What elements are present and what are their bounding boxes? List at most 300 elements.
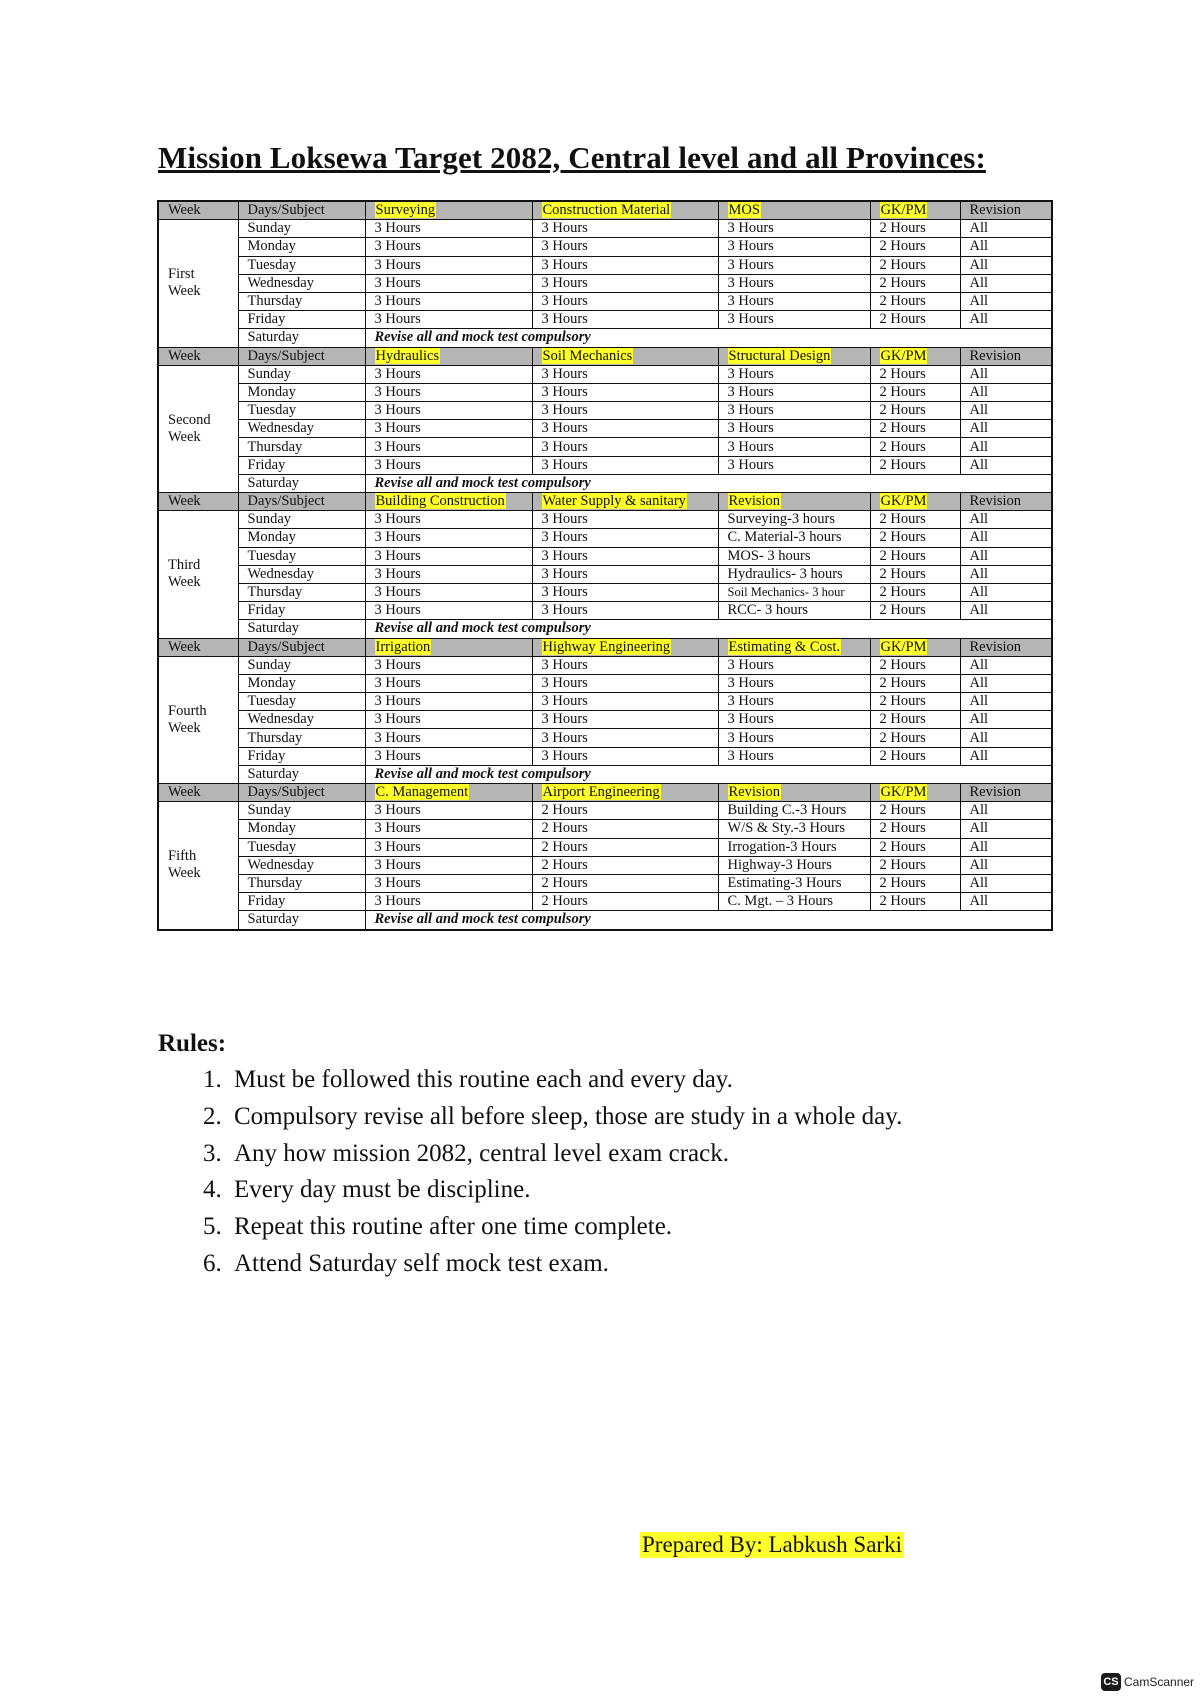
day-cell: Saturday xyxy=(238,474,365,492)
header-cell: Week xyxy=(158,493,238,511)
day-row xyxy=(158,711,1052,729)
hours-cell: Hydraulics- 3 hours xyxy=(718,565,870,583)
hours-cell: 2 Hours xyxy=(532,838,718,856)
day-row xyxy=(158,365,1052,383)
day-cell: Thursday xyxy=(238,729,365,747)
hours-cell: 2 Hours xyxy=(870,238,960,256)
day-row xyxy=(158,238,1052,256)
day-cell: Tuesday xyxy=(238,256,365,274)
day-row xyxy=(158,674,1052,692)
hours-cell: 3 Hours xyxy=(532,529,718,547)
hours-cell: All xyxy=(960,711,1052,729)
rules-title: Rules: xyxy=(158,1030,227,1057)
week-header-row xyxy=(158,638,1052,656)
hours-cell: 3 Hours xyxy=(532,547,718,565)
hours-cell: All xyxy=(960,311,1052,329)
header-cell xyxy=(532,347,718,365)
hours-cell: 2 Hours xyxy=(870,656,960,674)
day-row xyxy=(158,220,1052,238)
camscanner-label: CamScanner xyxy=(1124,1675,1195,1689)
day-row xyxy=(158,292,1052,310)
hours-cell: 3 Hours xyxy=(532,274,718,292)
header-cell: Days/Subject xyxy=(238,493,365,511)
day-row xyxy=(158,747,1052,765)
hours-cell: 3 Hours xyxy=(365,238,532,256)
week-word: Week xyxy=(168,428,201,445)
header-cell xyxy=(532,638,718,656)
hours-cell: Highway-3 Hours xyxy=(718,856,870,874)
day-row xyxy=(158,565,1052,583)
hours-cell: 3 Hours xyxy=(365,565,532,583)
hours-cell: 3 Hours xyxy=(365,456,532,474)
subject-heading: Revision xyxy=(728,784,781,801)
hours-cell: 3 Hours xyxy=(532,220,718,238)
header-cell xyxy=(532,493,718,511)
hours-cell: All xyxy=(960,856,1052,874)
header-cell xyxy=(365,347,532,365)
header-cell: Week xyxy=(158,638,238,656)
hours-cell: 2 Hours xyxy=(870,729,960,747)
hours-cell: 3 Hours xyxy=(718,420,870,438)
day-cell: Sunday xyxy=(238,802,365,820)
hours-cell: 3 Hours xyxy=(532,438,718,456)
prepared-by-label: Prepared By: Labkush Sarki xyxy=(642,1532,902,1557)
hours-cell: All xyxy=(960,256,1052,274)
header-cell xyxy=(365,638,532,656)
day-row xyxy=(158,656,1052,674)
schedule-body xyxy=(158,201,1052,930)
day-cell: Tuesday xyxy=(238,838,365,856)
hours-cell: 2 Hours xyxy=(870,402,960,420)
header-cell: Week xyxy=(158,784,238,802)
subject-heading: GK/PM xyxy=(880,784,927,801)
day-row xyxy=(158,838,1052,856)
rule-item: 5. Repeat this routine after one time complete. xyxy=(228,1209,1128,1246)
header-cell xyxy=(870,638,960,656)
week-word: Week xyxy=(168,574,201,591)
week-word: Week xyxy=(168,865,201,882)
header-cell xyxy=(532,201,718,220)
week-header-row xyxy=(158,201,1052,220)
hours-cell: 3 Hours xyxy=(718,292,870,310)
header-cell xyxy=(870,493,960,511)
day-cell: Friday xyxy=(238,747,365,765)
hours-cell: 3 Hours xyxy=(532,565,718,583)
header-cell xyxy=(718,347,870,365)
day-row xyxy=(158,402,1052,420)
day-row xyxy=(158,511,1052,529)
hours-cell: Soil Mechanics- 3 hour xyxy=(718,583,870,601)
hours-cell: 2 Hours xyxy=(870,693,960,711)
hours-cell: All xyxy=(960,656,1052,674)
hours-cell: 3 Hours xyxy=(718,456,870,474)
hours-cell: All xyxy=(960,602,1052,620)
hours-cell: 2 Hours xyxy=(532,893,718,911)
day-cell: Wednesday xyxy=(238,711,365,729)
hours-cell: 2 Hours xyxy=(532,820,718,838)
hours-cell: 2 Hours xyxy=(870,747,960,765)
hours-cell: 2 Hours xyxy=(870,893,960,911)
hours-cell: 3 Hours xyxy=(718,656,870,674)
subject-heading: MOS xyxy=(728,202,760,219)
hours-cell: 3 Hours xyxy=(365,220,532,238)
rules-list xyxy=(180,1062,1128,1283)
hours-cell: 3 Hours xyxy=(718,383,870,401)
hours-cell: 3 Hours xyxy=(532,238,718,256)
saturday-note: Revise all and mock test compulsory xyxy=(365,620,1052,638)
day-row xyxy=(158,529,1052,547)
hours-cell: C. Mgt. – 3 Hours xyxy=(718,893,870,911)
hours-cell: 3 Hours xyxy=(365,311,532,329)
week-ordinal: Second xyxy=(168,411,211,428)
week-header-row xyxy=(158,347,1052,365)
header-cell xyxy=(870,201,960,220)
hours-cell: W/S & Sty.-3 Hours xyxy=(718,820,870,838)
hours-cell: 3 Hours xyxy=(365,383,532,401)
hours-cell: 3 Hours xyxy=(365,274,532,292)
hours-cell: 2 Hours xyxy=(870,292,960,310)
hours-cell: All xyxy=(960,292,1052,310)
hours-cell: 3 Hours xyxy=(718,365,870,383)
subject-heading: Soil Mechanics xyxy=(542,347,633,364)
hours-cell: 3 Hours xyxy=(365,711,532,729)
week-header-row xyxy=(158,493,1052,511)
rule-item: 4. Every day must be discipline. xyxy=(228,1172,1128,1209)
header-cell: Revision xyxy=(960,784,1052,802)
hours-cell: 3 Hours xyxy=(365,838,532,856)
hours-cell: 3 Hours xyxy=(532,511,718,529)
hours-cell: 3 Hours xyxy=(718,711,870,729)
week-word: Week xyxy=(168,283,201,300)
subject-heading: Hydraulics xyxy=(375,347,440,364)
hours-cell: 3 Hours xyxy=(532,747,718,765)
hours-cell: 3 Hours xyxy=(365,802,532,820)
day-cell: Friday xyxy=(238,311,365,329)
hours-cell: 3 Hours xyxy=(532,365,718,383)
hours-cell: 3 Hours xyxy=(365,256,532,274)
day-cell: Sunday xyxy=(238,220,365,238)
saturday-note: Revise all and mock test compulsory xyxy=(365,765,1052,783)
hours-cell: 2 Hours xyxy=(870,529,960,547)
day-row xyxy=(158,602,1052,620)
header-cell xyxy=(365,493,532,511)
week-label xyxy=(158,365,238,492)
day-cell: Wednesday xyxy=(238,565,365,583)
rule-item: 3. Any how mission 2082, central level exam crack. xyxy=(228,1136,1128,1173)
hours-cell: 3 Hours xyxy=(365,874,532,892)
header-cell xyxy=(870,784,960,802)
hours-cell: 3 Hours xyxy=(365,511,532,529)
day-cell: Monday xyxy=(238,238,365,256)
day-row xyxy=(158,583,1052,601)
hours-cell: 2 Hours xyxy=(870,711,960,729)
day-cell: Friday xyxy=(238,602,365,620)
hours-cell: 3 Hours xyxy=(718,438,870,456)
day-row xyxy=(158,420,1052,438)
hours-cell: 3 Hours xyxy=(365,893,532,911)
hours-cell: 3 Hours xyxy=(718,693,870,711)
hours-cell: 2 Hours xyxy=(870,456,960,474)
hours-cell: All xyxy=(960,438,1052,456)
hours-cell: 3 Hours xyxy=(365,674,532,692)
subject-heading: Irrigation xyxy=(375,638,431,655)
hours-cell: 2 Hours xyxy=(870,802,960,820)
day-row xyxy=(158,856,1052,874)
subject-heading: Estimating & Cost. xyxy=(728,638,841,655)
hours-cell: 3 Hours xyxy=(365,365,532,383)
week-label xyxy=(158,220,238,347)
header-cell: Revision xyxy=(960,638,1052,656)
day-row xyxy=(158,438,1052,456)
header-cell: Week xyxy=(158,201,238,220)
day-row xyxy=(158,693,1052,711)
header-cell: Days/Subject xyxy=(238,638,365,656)
camscanner-watermark xyxy=(1101,1672,1194,1692)
day-cell: Sunday xyxy=(238,511,365,529)
hours-cell: 2 Hours xyxy=(870,674,960,692)
day-cell: Saturday xyxy=(238,911,365,930)
hours-cell: All xyxy=(960,874,1052,892)
week-label xyxy=(158,656,238,783)
hours-cell: All xyxy=(960,674,1052,692)
header-cell xyxy=(718,638,870,656)
day-cell: Monday xyxy=(238,383,365,401)
subject-heading: Building Construction xyxy=(375,493,505,510)
subject-heading: Structural Design xyxy=(728,347,831,364)
day-cell: Monday xyxy=(238,529,365,547)
hours-cell: 2 Hours xyxy=(870,420,960,438)
hours-cell: 3 Hours xyxy=(532,583,718,601)
hours-cell: All xyxy=(960,529,1052,547)
hours-cell: 2 Hours xyxy=(870,602,960,620)
hours-cell: 3 Hours xyxy=(365,583,532,601)
header-cell xyxy=(532,784,718,802)
day-cell: Wednesday xyxy=(238,420,365,438)
hours-cell: 2 Hours xyxy=(870,438,960,456)
week-ordinal: Third xyxy=(168,557,201,574)
day-row xyxy=(158,547,1052,565)
saturday-note: Revise all and mock test compulsory xyxy=(365,329,1052,347)
header-cell: Days/Subject xyxy=(238,784,365,802)
hours-cell: 2 Hours xyxy=(870,365,960,383)
hours-cell: 3 Hours xyxy=(365,656,532,674)
hours-cell: 3 Hours xyxy=(532,292,718,310)
day-cell: Monday xyxy=(238,674,365,692)
day-cell: Saturday xyxy=(238,620,365,638)
hours-cell: All xyxy=(960,220,1052,238)
hours-cell: All xyxy=(960,420,1052,438)
day-cell: Tuesday xyxy=(238,547,365,565)
hours-cell: All xyxy=(960,511,1052,529)
saturday-row xyxy=(158,765,1052,783)
hours-cell: 2 Hours xyxy=(870,274,960,292)
day-row xyxy=(158,893,1052,911)
hours-cell: 2 Hours xyxy=(870,311,960,329)
hours-cell: All xyxy=(960,274,1052,292)
hours-cell: 2 Hours xyxy=(870,547,960,565)
subject-heading: GK/PM xyxy=(880,493,927,510)
week-ordinal: Fifth xyxy=(168,848,197,865)
hours-cell: 3 Hours xyxy=(365,438,532,456)
hours-cell: 3 Hours xyxy=(532,602,718,620)
subject-heading: Surveying xyxy=(375,202,436,219)
hours-cell: 3 Hours xyxy=(532,420,718,438)
hours-cell: 3 Hours xyxy=(532,656,718,674)
study-schedule-table xyxy=(157,200,1053,931)
header-cell xyxy=(718,201,870,220)
hours-cell: 3 Hours xyxy=(532,729,718,747)
hours-cell: Building C.-3 Hours xyxy=(718,802,870,820)
hours-cell: All xyxy=(960,583,1052,601)
header-cell: Revision xyxy=(960,347,1052,365)
week-header-row xyxy=(158,784,1052,802)
hours-cell: 2 Hours xyxy=(870,565,960,583)
hours-cell: 2 Hours xyxy=(870,874,960,892)
hours-cell: 2 Hours xyxy=(532,802,718,820)
hours-cell: All xyxy=(960,747,1052,765)
saturday-note: Revise all and mock test compulsory xyxy=(365,911,1052,930)
hours-cell: 3 Hours xyxy=(532,674,718,692)
subject-heading: Water Supply & sanitary xyxy=(542,493,686,510)
day-cell: Wednesday xyxy=(238,856,365,874)
day-cell: Monday xyxy=(238,820,365,838)
header-cell xyxy=(718,493,870,511)
week-word: Week xyxy=(168,719,201,736)
hours-cell: 3 Hours xyxy=(365,547,532,565)
hours-cell: 3 Hours xyxy=(532,383,718,401)
day-cell: Saturday xyxy=(238,329,365,347)
hours-cell: 2 Hours xyxy=(870,838,960,856)
hours-cell: All xyxy=(960,383,1052,401)
hours-cell: All xyxy=(960,547,1052,565)
hours-cell: 2 Hours xyxy=(870,820,960,838)
hours-cell: 3 Hours xyxy=(718,747,870,765)
hours-cell: All xyxy=(960,456,1052,474)
subject-heading: GK/PM xyxy=(880,202,927,219)
saturday-row xyxy=(158,620,1052,638)
saturday-row xyxy=(158,329,1052,347)
day-row xyxy=(158,311,1052,329)
day-row xyxy=(158,456,1052,474)
subject-heading: Airport Engineering xyxy=(542,784,660,801)
hours-cell: 3 Hours xyxy=(365,529,532,547)
hours-cell: 3 Hours xyxy=(532,402,718,420)
day-cell: Thursday xyxy=(238,292,365,310)
subject-heading: GK/PM xyxy=(880,638,927,655)
hours-cell: 2 Hours xyxy=(870,256,960,274)
day-cell: Saturday xyxy=(238,765,365,783)
day-cell: Wednesday xyxy=(238,274,365,292)
hours-cell: 3 Hours xyxy=(365,747,532,765)
header-cell: Days/Subject xyxy=(238,347,365,365)
hours-cell: 3 Hours xyxy=(718,674,870,692)
week-ordinal: Fourth xyxy=(168,702,207,719)
header-cell: Revision xyxy=(960,201,1052,220)
hours-cell: 3 Hours xyxy=(365,693,532,711)
header-cell: Days/Subject xyxy=(238,201,365,220)
hours-cell: All xyxy=(960,838,1052,856)
day-row xyxy=(158,820,1052,838)
hours-cell: 2 Hours xyxy=(870,220,960,238)
hours-cell: 2 Hours xyxy=(870,856,960,874)
hours-cell: 3 Hours xyxy=(365,729,532,747)
hours-cell: RCC- 3 hours xyxy=(718,602,870,620)
rule-item: 6. Attend Saturday self mock test exam. xyxy=(228,1246,1128,1283)
day-cell: Sunday xyxy=(238,656,365,674)
hours-cell: All xyxy=(960,802,1052,820)
hours-cell: 3 Hours xyxy=(365,292,532,310)
hours-cell: 3 Hours xyxy=(532,456,718,474)
hours-cell: 3 Hours xyxy=(365,602,532,620)
hours-cell: MOS- 3 hours xyxy=(718,547,870,565)
header-cell: Revision xyxy=(960,493,1052,511)
header-cell xyxy=(870,347,960,365)
document-title: Mission Loksewa Target 2082, Central level and all Provinces: xyxy=(158,140,986,175)
hours-cell: 3 Hours xyxy=(718,238,870,256)
hours-cell: All xyxy=(960,402,1052,420)
hours-cell: C. Material-3 hours xyxy=(718,529,870,547)
hours-cell: All xyxy=(960,729,1052,747)
hours-cell: 2 Hours xyxy=(870,511,960,529)
day-cell: Friday xyxy=(238,893,365,911)
hours-cell: 3 Hours xyxy=(718,311,870,329)
saturday-row xyxy=(158,474,1052,492)
day-cell: Tuesday xyxy=(238,693,365,711)
day-cell: Tuesday xyxy=(238,402,365,420)
day-row xyxy=(158,274,1052,292)
hours-cell: All xyxy=(960,693,1052,711)
hours-cell: 3 Hours xyxy=(532,311,718,329)
hours-cell: All xyxy=(960,893,1052,911)
hours-cell: 3 Hours xyxy=(718,729,870,747)
day-row xyxy=(158,802,1052,820)
hours-cell: 3 Hours xyxy=(718,402,870,420)
subject-heading: C. Management xyxy=(375,784,469,801)
subject-heading: Revision xyxy=(728,493,781,510)
day-row xyxy=(158,256,1052,274)
hours-cell: 3 Hours xyxy=(365,402,532,420)
hours-cell: All xyxy=(960,820,1052,838)
saturday-row xyxy=(158,911,1052,930)
day-cell: Thursday xyxy=(238,874,365,892)
day-cell: Friday xyxy=(238,456,365,474)
hours-cell: 2 Hours xyxy=(870,583,960,601)
hours-cell: Surveying-3 hours xyxy=(718,511,870,529)
day-row xyxy=(158,383,1052,401)
day-row xyxy=(158,874,1052,892)
hours-cell: 3 Hours xyxy=(365,420,532,438)
hours-cell: 3 Hours xyxy=(718,274,870,292)
week-ordinal: First xyxy=(168,266,195,283)
rule-item: 1. Must be followed this routine each and every day. xyxy=(228,1062,1128,1099)
week-label xyxy=(158,511,238,638)
day-cell: Thursday xyxy=(238,583,365,601)
hours-cell: All xyxy=(960,238,1052,256)
header-cell xyxy=(718,784,870,802)
day-cell: Sunday xyxy=(238,365,365,383)
hours-cell: 3 Hours xyxy=(532,693,718,711)
hours-cell: Estimating-3 Hours xyxy=(718,874,870,892)
hours-cell: 2 Hours xyxy=(532,856,718,874)
hours-cell: 3 Hours xyxy=(718,256,870,274)
hours-cell: 3 Hours xyxy=(532,711,718,729)
hours-cell: 3 Hours xyxy=(365,856,532,874)
hours-cell: Irrogation-3 Hours xyxy=(718,838,870,856)
header-cell: Week xyxy=(158,347,238,365)
rule-item: 2. Compulsory revise all before sleep, those are study in a whole day. xyxy=(228,1099,1128,1136)
week-label xyxy=(158,802,238,930)
hours-cell: 3 Hours xyxy=(532,256,718,274)
